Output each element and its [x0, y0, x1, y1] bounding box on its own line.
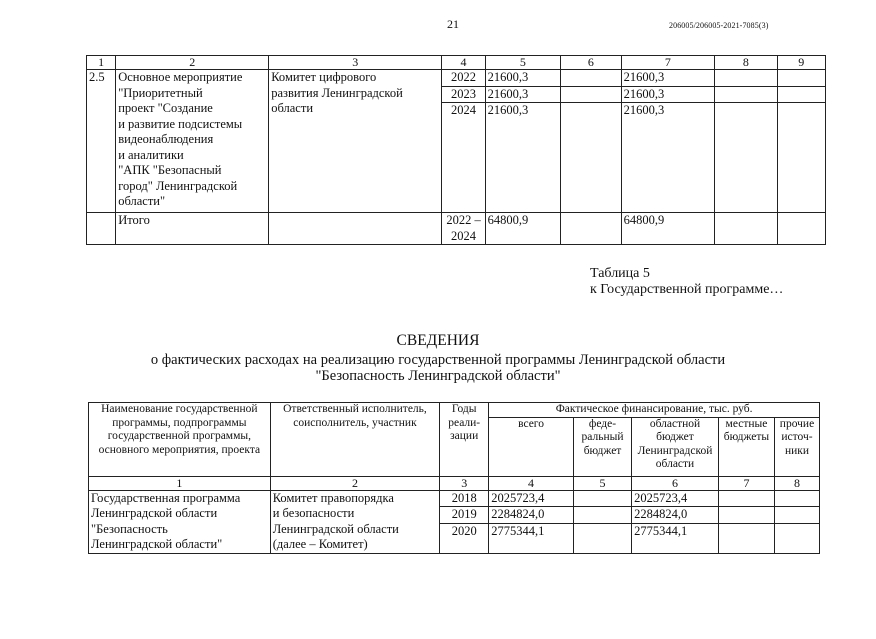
regional-cell: 21600,3 [621, 86, 715, 103]
caption-line: к Государственной программе… [590, 282, 784, 297]
heading-subtitle: о фактических расходах на реализацию государственной программы Ленинградской области [150, 352, 726, 368]
name-line: проект "Создание [118, 101, 213, 115]
empty-cell [715, 213, 777, 245]
col-num: 7 [621, 56, 715, 70]
col-num: 6 [632, 476, 719, 490]
empty-cell [715, 70, 777, 87]
header-regional: областной бюджет Ленинградской области [632, 417, 719, 476]
empty-cell [561, 103, 621, 213]
executor [269, 70, 442, 213]
executor-line: (далее – Комитет) [272, 537, 368, 551]
name-line: видеонаблюдения [118, 132, 214, 146]
column-number-row [87, 56, 826, 70]
header-total: всего [489, 417, 574, 476]
empty-cell [573, 490, 631, 507]
page-number: 21 [447, 17, 459, 31]
expenses-table [88, 402, 820, 554]
empty-cell [715, 86, 777, 103]
empty-cell [775, 490, 820, 507]
col-num: 8 [715, 56, 777, 70]
regional-cell: 21600,3 [621, 103, 715, 213]
total-cell: 21600,3 [485, 70, 561, 87]
header-executor: Ответственный исполнитель, соисполнитель, участник [270, 403, 439, 477]
col-num: 4 [442, 56, 485, 70]
empty-cell [561, 213, 621, 245]
name-line: Ленинградской области" [91, 537, 223, 551]
header-financing: Фактическое финансирование, тыс. руб. [489, 403, 820, 418]
executor-line: Комитет цифрового [271, 70, 377, 84]
col-num: 5 [485, 56, 561, 70]
executor-line: Ленинградской области [272, 521, 399, 536]
col-num: 3 [269, 56, 442, 70]
year-cell: 2024 [442, 103, 485, 213]
regional-cell: 2025723,4 [632, 490, 719, 507]
total-cell: 2775344,1 [489, 524, 574, 553]
col-num: 4 [489, 476, 574, 490]
col-num: 5 [573, 476, 631, 490]
col-num: 1 [87, 56, 116, 70]
regional-cell: 2775344,1 [632, 524, 719, 553]
total-cell: 21600,3 [485, 103, 561, 213]
empty-cell [715, 103, 777, 213]
col-num: 8 [775, 476, 820, 490]
year-cell: 2018 [440, 490, 489, 507]
heading-title: СВЕДЕНИЯ [396, 332, 480, 349]
year-cell: 2022 [442, 70, 485, 87]
empty-cell [775, 524, 820, 553]
name-line: "АПК "Безопасный [118, 163, 222, 177]
header-years: Годы реали-зации [440, 403, 489, 477]
empty-cell [718, 490, 774, 507]
col-num: 3 [440, 476, 489, 490]
name-line: и развитие подсистемы [118, 116, 243, 131]
name-line: город" Ленинградской [118, 178, 238, 193]
empty-cell [561, 70, 621, 87]
name-line: Основное мероприятие [118, 70, 243, 84]
executor-line: развития Ленинградской [271, 85, 403, 100]
name-line: Ленинградской области [91, 506, 218, 520]
section-heading [14, 333, 876, 350]
caption-line: Таблица 5 [590, 266, 650, 281]
col-num: 6 [561, 56, 621, 70]
header-other: прочие источ-ники [775, 417, 820, 476]
executor-line: области [271, 101, 314, 115]
total-label: Итого [116, 213, 269, 245]
regional-cell: 2284824,0 [632, 507, 719, 524]
col-num: 7 [718, 476, 774, 490]
heading-program-name: "Безопасность Ленинградской области" [315, 368, 561, 384]
regional-cell: 21600,3 [621, 70, 715, 87]
total-regional: 64800,9 [621, 213, 715, 245]
empty-cell [777, 103, 825, 213]
column-number-row [89, 476, 820, 490]
total-cell: 21600,3 [485, 86, 561, 103]
program-name [89, 490, 271, 553]
header-federal: феде-ральный бюджет [573, 417, 631, 476]
empty-cell [573, 524, 631, 553]
col-num: 2 [116, 56, 269, 70]
name-line: "Приоритетный [118, 85, 203, 100]
total-row [87, 213, 826, 245]
year-cell: 2023 [442, 86, 485, 103]
col-num: 1 [89, 476, 271, 490]
total-cell: 2025723,4 [489, 490, 574, 507]
executor-line: Комитет правопорядка [272, 490, 394, 505]
col-num: 2 [270, 476, 439, 490]
year-cell: 2020 [440, 524, 489, 553]
table-row [89, 490, 820, 507]
name-line: и аналитики [118, 147, 184, 162]
name-line: "Безопасность [91, 521, 168, 536]
empty-cell [718, 524, 774, 553]
empty-cell [777, 213, 825, 245]
measure-name [116, 70, 269, 213]
document-id: 206005/206005-2021-7085(3) [669, 21, 769, 30]
row-number: 2.5 [87, 70, 116, 213]
total-sum: 64800,9 [485, 213, 561, 245]
header-local: местные бюджеты [718, 417, 774, 476]
header-row [89, 403, 820, 418]
header-name: Наименование государственной программы, подпрограммы государственной программы, основного мероприятия, проекта [89, 403, 271, 477]
year-cell: 2019 [440, 507, 489, 524]
empty-cell [573, 507, 631, 524]
total-cell: 2284824,0 [489, 507, 574, 524]
empty-cell [777, 70, 825, 87]
empty-cell [777, 86, 825, 103]
empty-cell [775, 507, 820, 524]
empty-cell [561, 86, 621, 103]
empty-cell [87, 213, 116, 245]
executor [270, 490, 439, 553]
executor-line: и безопасности [272, 506, 355, 520]
table-row [87, 70, 826, 87]
empty-cell [718, 507, 774, 524]
table-continuation [86, 55, 826, 245]
col-num: 9 [777, 56, 825, 70]
table-caption [590, 266, 783, 298]
name-line: области" [118, 194, 166, 208]
empty-cell [269, 213, 442, 245]
name-line: Государственная программа [91, 490, 241, 505]
total-years: 2022 – 2024 [442, 213, 485, 245]
